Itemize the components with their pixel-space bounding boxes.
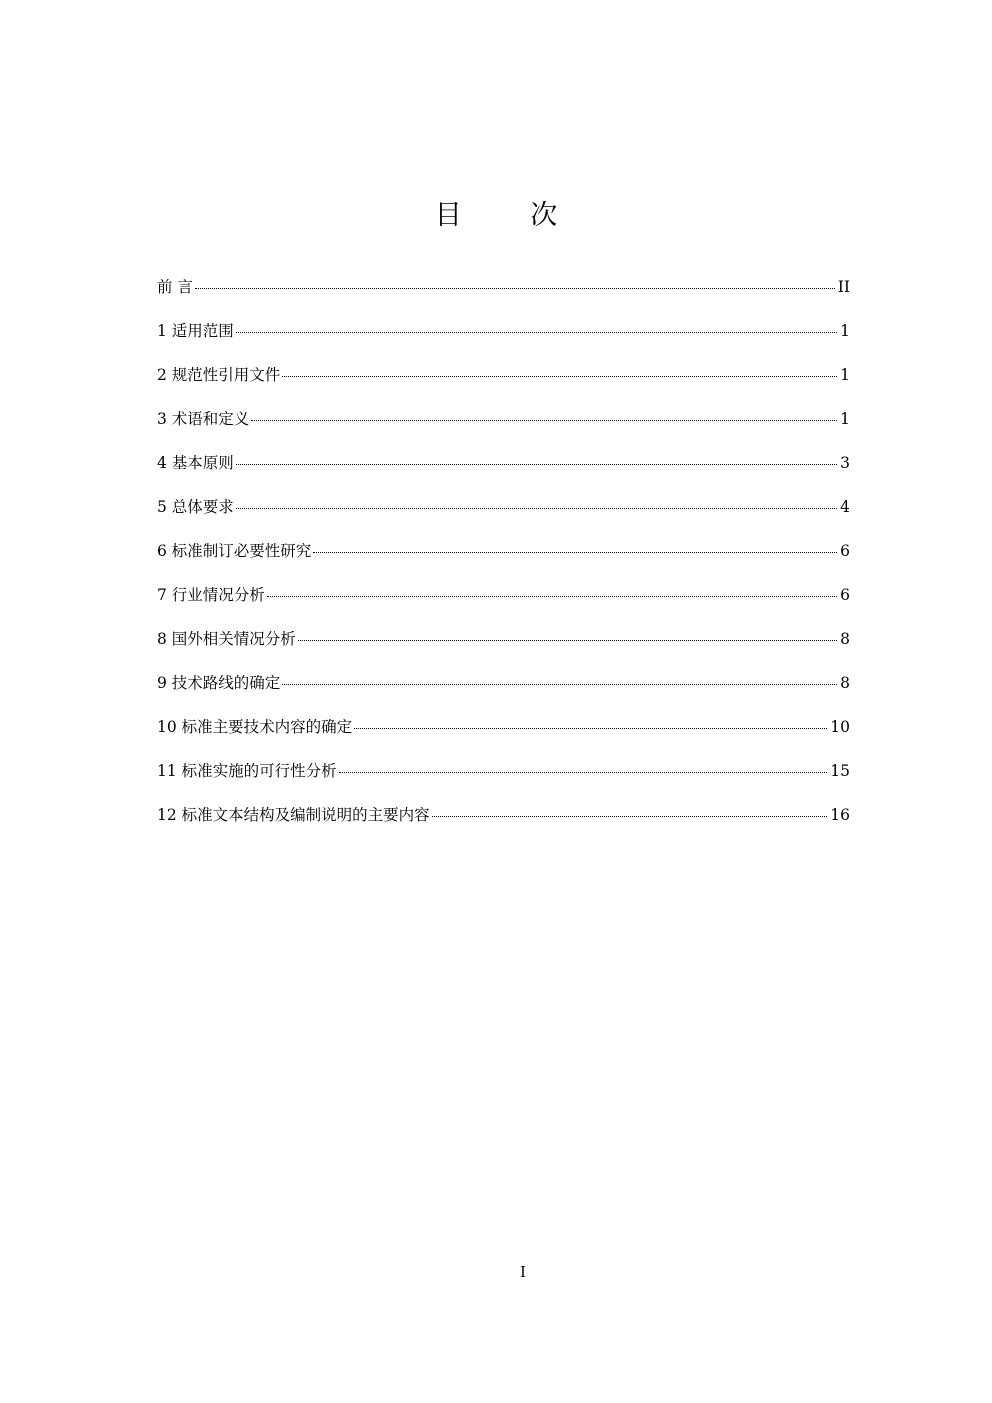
toc-entry-4[interactable] [157, 450, 850, 494]
toc-dot-leader [236, 464, 837, 465]
toc-dot-leader [282, 376, 837, 377]
toc-entry-page: 8 [840, 630, 850, 648]
toc-entry-page: 15 [830, 762, 850, 780]
toc-entry-page: 16 [830, 806, 850, 824]
toc-entry-label: 6 标准制订必要性研究 [157, 542, 312, 560]
toc-entry-label: 前 言 [157, 278, 193, 296]
toc-entry-12[interactable] [157, 802, 850, 846]
toc-entry-10[interactable] [157, 714, 850, 758]
toc-entry-label: 2 规范性引用文件 [157, 366, 281, 384]
toc-entry-9[interactable] [157, 670, 850, 714]
toc-entry-label: 7 行业情况分析 [157, 586, 265, 604]
toc-entry-2[interactable] [157, 362, 850, 406]
toc-entry-page: 6 [840, 586, 850, 604]
toc-dot-leader [339, 772, 828, 773]
toc-entry-page: 8 [840, 674, 850, 692]
toc-entry-5[interactable] [157, 494, 850, 538]
toc-entry-foreword[interactable] [157, 274, 850, 318]
toc-entry-page: 10 [830, 718, 850, 736]
toc-entry-page: 1 [840, 410, 850, 428]
page-number: I [520, 1263, 526, 1281]
toc-entry-6[interactable] [157, 538, 850, 582]
toc-entry-label: 5 总体要求 [157, 498, 234, 516]
toc-entry-label: 8 国外相关情况分析 [157, 630, 296, 648]
toc-entry-label: 1 适用范围 [157, 322, 234, 340]
page-title: 目 次 [434, 200, 588, 231]
toc-entry-page: 3 [840, 454, 850, 472]
toc-dot-leader [267, 596, 837, 597]
toc-dot-leader [432, 816, 828, 817]
table-of-contents [157, 274, 850, 846]
toc-entry-label: 12 标准文本结构及编制说明的主要内容 [157, 806, 430, 824]
toc-entry-page: 1 [840, 322, 850, 340]
toc-entry-label: 10 标准主要技术内容的确定 [157, 718, 353, 736]
toc-dot-leader [195, 288, 835, 289]
toc-dot-leader [251, 420, 837, 421]
toc-entry-label: 4 基本原则 [157, 454, 234, 472]
toc-dot-leader [282, 684, 837, 685]
toc-dot-leader [236, 508, 837, 509]
toc-entry-label: 11 标准实施的可行性分析 [157, 762, 337, 780]
toc-entry-label: 3 术语和定义 [157, 410, 250, 428]
toc-entry-8[interactable] [157, 626, 850, 670]
toc-entry-7[interactable] [157, 582, 850, 626]
toc-entry-page: 1 [840, 366, 850, 384]
toc-dot-leader [313, 552, 837, 553]
toc-dot-leader [236, 332, 837, 333]
toc-entry-page: 6 [840, 542, 850, 560]
toc-entry-3[interactable] [157, 406, 850, 450]
toc-dot-leader [354, 728, 827, 729]
toc-dot-leader [298, 640, 837, 641]
toc-entry-page: 4 [840, 498, 850, 516]
toc-entry-page: II [837, 278, 850, 296]
toc-entry-11[interactable] [157, 758, 850, 802]
toc-entry-1[interactable] [157, 318, 850, 362]
toc-entry-label: 9 技术路线的确定 [157, 674, 281, 692]
